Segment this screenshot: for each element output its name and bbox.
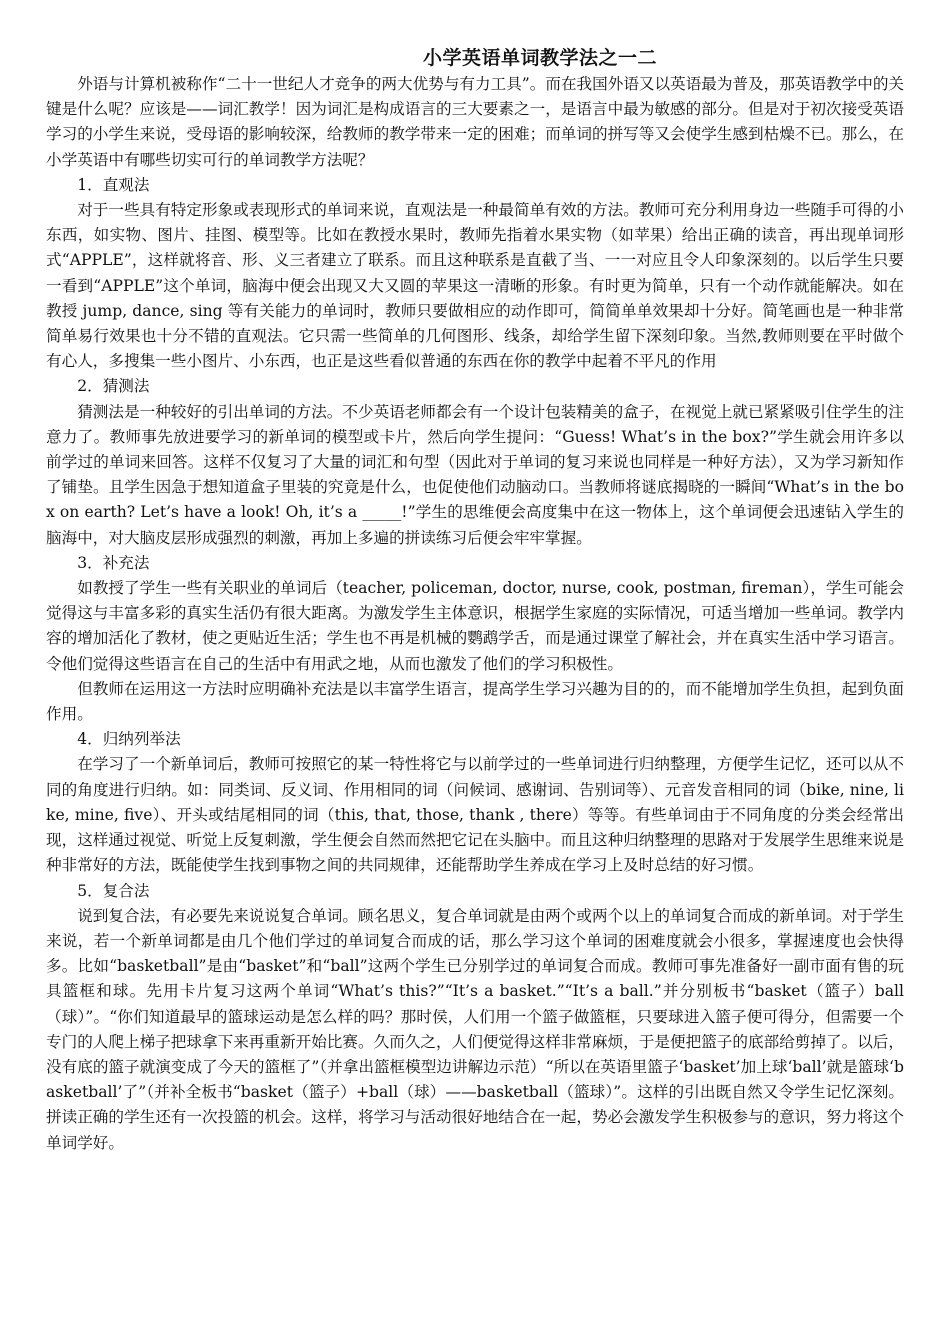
section-paragraph: 猜测法是一种较好的引出单词的方法。不少英语老师都会有一个设计包装精美的盒子，在视觉上就已紧紧吸引住学生的注意力了。教师事先放进要学习的新单词的模型或卡片，然后向学生提问：“Guess! What’s in the box?”学生就会用许多以前学过的单词来回答。这样不仅复习了大量的词汇和句型（因此对于单词的复习来说也同样是一种好方法），又为学习新知作了铺垫。且学生因急于想知道盒子里装的究竟是什么，也促使他们动脑动口。当教师将谜底揭晓的一瞬间“What’s in the box on earth? Let’s have a look! Oh, it’s a _____!”学生的思维便会高度集中在这一物体上，这个单词便会迅速钻入学生的脑海中，对大脑皮层形成强烈的刺激，再加上多遍的拼读练习后便会牢牢掌握。 [46,402,904,547]
section-induction-method [46,727,904,878]
section-guessing-method [46,374,904,550]
section-supplement-method [46,551,904,727]
section-heading: 2．猜测法 [77,377,150,396]
section-heading: 1．直观法 [77,175,150,194]
document-title: 小学英语单词教学法之一二 [422,47,657,69]
section-paragraph: 在学习了一个新单词后，教师可按照它的某一特性将它与以前学过的一些单词进行归纳整理，方便学生记忆，还可以从不同的角度进行归纳。如：同类词、反义词、作用相同的词（问候词、感谢词、告别词等）、元音发音相同的词（bike, nine, like, mine, five）、开头或结尾相同的词（this, that, those, thank , there）等等。有些单词由于不同角度的分类会经常出现，这样通过视觉、听觉上反复刺激，学生便会自然而然把它记在头脑中。而且这种归纳整理的思路对于发展学生思维来说是种非常好的方法，既能使学生找到事物之间的共同规律，还能帮助学生养成在学习上及时总结的好习惯。 [46,755,904,875]
section-paragraph: 如教授了学生一些有关职业的单词后（teacher, policeman, doctor, nurse, cook, postman, fireman），学生可能会觉得这与丰富多彩的真实生活仍有很大距离。为激发学生主体意识，根据学生家庭的实际情况，可适当增加一些单词。教学内容的增加活化了教材，使之更贴近生活；学生也不再是机械的鹦鹉学舌，而是通过课堂了解社会，并在真实生活中学习语言。令他们觉得这些语言在自己的生活中有用武之地，从而也激发了他们的学习积极性。 [46,579,904,673]
section-heading: 3．补充法 [77,553,150,572]
section-heading: 5．复合法 [77,881,150,900]
document-page [46,44,904,1156]
section-heading: 4．归纳列举法 [77,730,181,749]
section-compound-method [46,879,904,1156]
section-intuitive-method [46,173,904,375]
section-paragraph: 但教师在运用这一方法时应明确补充法是以丰富学生语言，提高学生学习兴趣为目的的，而不能增加学生负担，起到负面作用。 [46,679,904,724]
intro-paragraph: 外语与计算机被称作“二十一世纪人才竞争的两大优势与有力工具”。而在我国外语又以英语最为普及，那英语教学中的关键是什么呢？应该是——词汇教学！因为词汇是构成语言的三大要素之一，是语言中最为敏感的部分。但是对于初次接受英语学习的小学生来说，受母语的影响较深，给教师的教学带来一定的困难；而单词的拼写等又会使学生感到枯燥不已。那么，在小学英语中有哪些切实可行的单词教学方法呢？ [46,75,905,169]
section-paragraph: 说到复合法，有必要先来说说复合单词。顾名思义，复合单词就是由两个或两个以上的单词复合而成的新单词。对于学生来说，若一个新单词都是由几个他们学过的单词复合而成的话，那么学习这个单词的困难度就会小很多，掌握速度也会快得多。比如“basketball”是由“basket”和“ball”这两个学生已分别学过的单词复合而成。教师可事先准备好一副市面有售的玩具篮框和球。先用卡片复习这两个单词“What’s this?”“It’s a basket.”“It’s a ball.”并分别板书“basket（篮子）ball（球）”。“你们知道最早的篮球运动是怎么样的吗？那时侯，人们用一个篮子做篮框，只要球进入篮子便可得分，但需要一个专门的人爬上梯子把球拿下来再重新开始比赛。久而久之，人们便觉得这样非常麻烦，于是便把篮子的底部给剪掉了。以后，没有底的篮子就演变成了今天的篮框了”（并拿出篮框模型边讲解边示范）“所以在英语里篮子‘basket’加上球‘ball’就是篮球‘basketball’了”（并补全板书“basket（篮子）+ball（球）——basketball（篮球）”。这样的引出既自然又令学生记忆深刻。拼读正确的学生还有一次投篮的机会。这样，将学习与活动很好地结合在一起，势必会激发学生积极参与的意识，努力将这个单词学好。 [46,906,904,1152]
section-paragraph: 对于一些具有特定形象或表现形式的单词来说，直观法是一种最简单有效的方法。教师可充分利用身边一些随手可得的小东西，如实物、图片、挂图、模型等。比如在教授水果时，教师先指着水果实物（如苹果）给出正确的读音，再出现单词形式“APPLE”，这样就将音、形、义三者建立了联系。而且这种联系是直截了当、一一对应且令人印象深刻的。以后学生只要一看到“APPLE”这个单词，脑海中便会出现又大又圆的苹果这一清晰的形象。有时更为简单，只有一个动作就能解决。如在教授 jump, dance, sing 等有关能力的单词时，教师只要做相应的动作即可，简简单单效果却十分好。简笔画也是一种非常简单易行效果也十分不错的直观法。它只需一些简单的几何图形、线条，却给学生留下深刻印象。当然,教师则要在平时做个有心人，多搜集一些小图片、小东西，也正是这些看似普通的东西在你的教学中起着不平凡的作用 [46,201,904,371]
